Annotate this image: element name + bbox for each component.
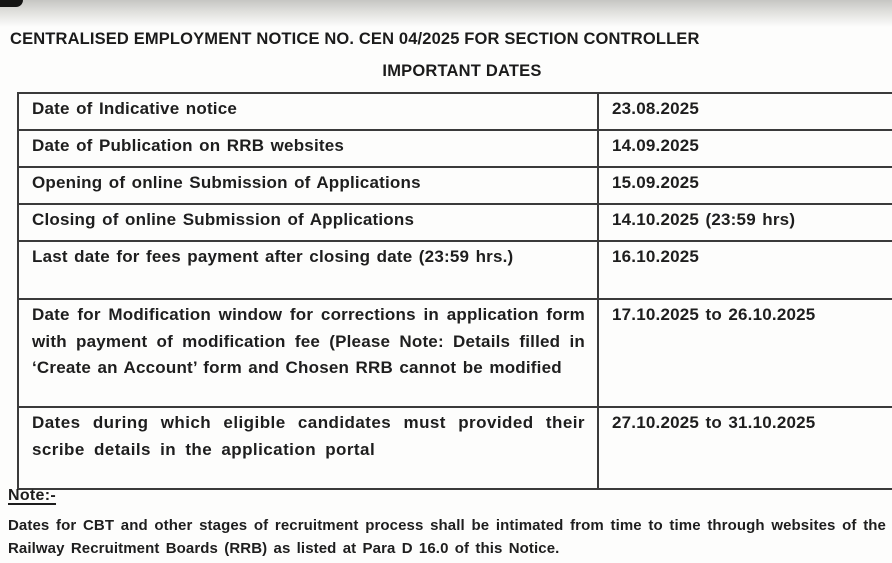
- date-value-cell: 14.10.2025 (23:59 hrs): [598, 204, 892, 241]
- date-label-cell: Date for Modification window for corrections in application form with payment of modification fee (Please Note: Details filled in ‘Create an Account’ form and Chosen RRB cannot be modified: [18, 299, 598, 407]
- date-label-cell: Closing of online Submission of Applications: [18, 204, 598, 241]
- date-label-cell: Date of Publication on RRB websites: [18, 130, 598, 167]
- date-label-cell: Date of Indicative notice: [18, 93, 598, 130]
- date-value-cell: 16.10.2025: [598, 241, 892, 299]
- table-row: [18, 299, 892, 407]
- scan-artifact: [0, 0, 23, 7]
- date-value-cell: 27.10.2025 to 31.10.2025: [598, 407, 892, 489]
- table-row: [18, 130, 892, 167]
- document-title: CENTRALISED EMPLOYMENT NOTICE NO. CEN 04/2025 FOR SECTION CONTROLLER: [10, 30, 700, 48]
- date-value-cell: 15.09.2025: [598, 167, 892, 204]
- table-row: [18, 204, 892, 241]
- table-row: [18, 167, 892, 204]
- date-label-cell: Opening of online Submission of Applications: [18, 167, 598, 204]
- scan-gradient: [0, 0, 892, 27]
- important-dates-table: [17, 92, 892, 490]
- date-label-cell: Last date for fees payment after closing date (23:59 hrs.): [18, 241, 598, 299]
- note-heading: Note:-: [8, 487, 57, 504]
- note-body: Dates for CBT and other stages of recruitment process shall be intimated from time to time through websites of the Railway Recruitment Boards (RRB) as listed at Para D 16.0 of this Notice.: [8, 517, 886, 557]
- document-subtitle: IMPORTANT DATES: [382, 62, 542, 80]
- table-row: [18, 407, 892, 489]
- date-value-cell: 14.09.2025: [598, 130, 892, 167]
- date-label-cell: Dates during which eligible candidates must provided their scribe details in the application portal: [18, 407, 598, 489]
- table-row: [18, 93, 892, 130]
- date-value-cell: 23.08.2025: [598, 93, 892, 130]
- date-value-cell: 17.10.2025 to 26.10.2025: [598, 299, 892, 407]
- table-row: [18, 241, 892, 299]
